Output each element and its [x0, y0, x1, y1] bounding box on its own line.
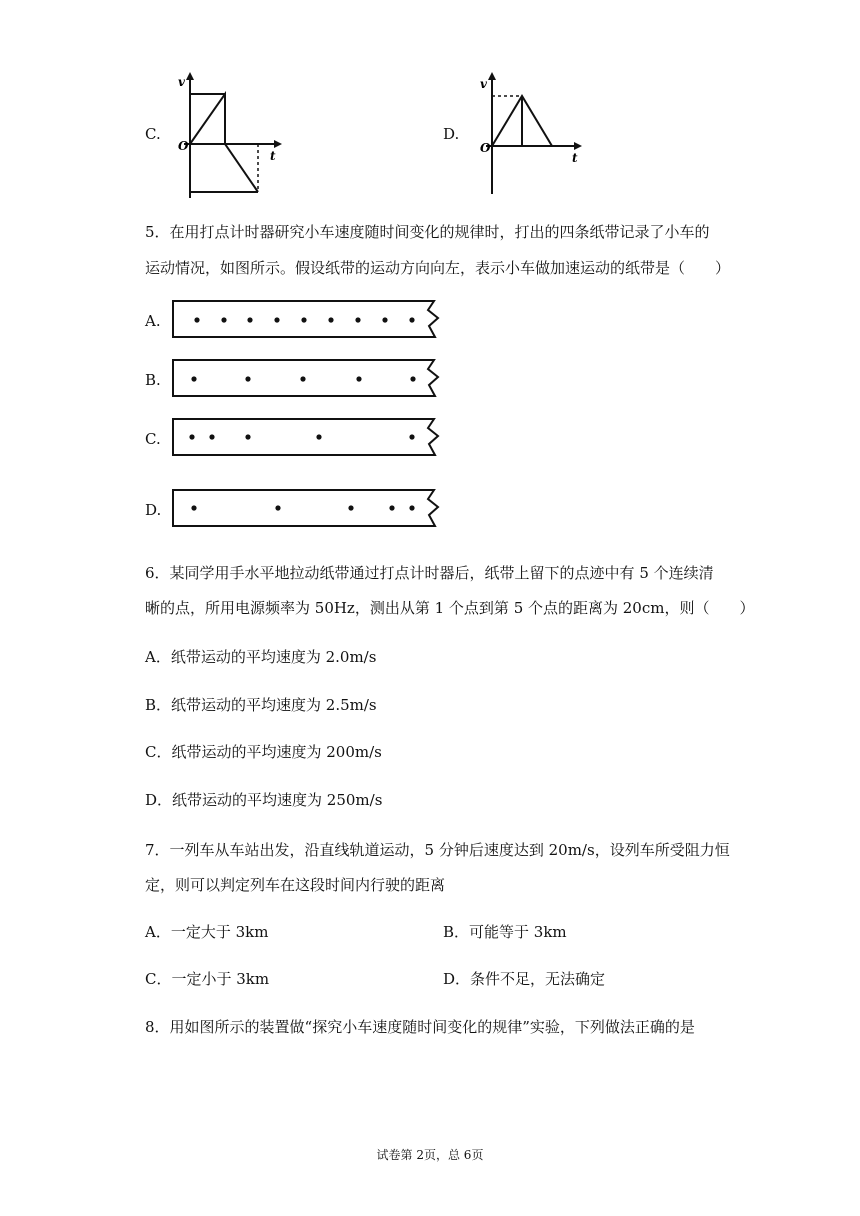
paper-tape-b — [172, 359, 442, 399]
paper-tape-c — [172, 418, 442, 458]
origin-label: O — [178, 139, 189, 153]
v-axis-label: v — [480, 77, 487, 91]
q7-option-b: B．可能等于 3km — [443, 923, 567, 941]
q6-option-c: C．纸带运动的平均速度为 200m/s — [145, 743, 382, 761]
q7-option-d: D．条件不足，无法确定 — [443, 970, 606, 988]
t-axis-label: t — [572, 151, 578, 165]
paper-tape-d — [172, 489, 442, 529]
figure-option-d-label: D. — [443, 125, 460, 143]
t-axis-label: t — [270, 149, 276, 163]
tape-b-label: B. — [145, 371, 161, 389]
figure-option-c-label: C. — [145, 125, 161, 143]
q5-line1: 5．在用打点计时器研究小车速度随时间变化的规律时，打出的四条纸带记录了小车的 — [145, 223, 710, 241]
vt-graph-d — [472, 70, 592, 200]
v-axis-label: v — [178, 75, 185, 89]
q6-option-a: A．纸带运动的平均速度为 2.0m/s — [145, 648, 377, 666]
q7-line1: 7．一列车从车站出发，沿直线轨道运动，5 分钟后速度达到 20m/s，设列车所受阻力恒 — [145, 841, 730, 859]
q7-option-c: C．一定小于 3km — [145, 970, 270, 988]
paper-tape-a — [172, 300, 442, 340]
q6-line2: 晰的点，所用电源频率为 50Hz，测出从第 1 个点到第 5 个点的距离为 20cm，则（ ） — [145, 599, 755, 617]
q6-option-d: D．纸带运动的平均速度为 250m/s — [145, 791, 383, 809]
tape-d-label: D. — [145, 501, 162, 519]
vt-graph-c — [170, 70, 290, 200]
q6-line1: 6．某同学用手水平地拉动纸带通过打点计时器后，纸带上留下的点迹中有 5 个连续清 — [145, 564, 714, 582]
q7-line2: 定，则可以判定列车在这段时间内行驶的距离 — [145, 876, 446, 894]
q5-line2: 运动情况，如图所示。假设纸带的运动方向向左，表示小车做加速运动的纸带是（ ） — [145, 259, 731, 277]
page-footer: 试卷第 2页，总 6页 — [376, 1148, 484, 1162]
q8-line1: 8．用如图所示的装置做“探究小车速度随时间变化的规律”实验，下列做法正确的是 — [145, 1018, 695, 1036]
q7-option-a: A．一定大于 3km — [145, 923, 269, 941]
origin-label: O — [480, 141, 491, 155]
q6-option-b: B．纸带运动的平均速度为 2.5m/s — [145, 696, 377, 714]
tape-a-label: A. — [145, 312, 161, 330]
tape-c-label: C. — [145, 430, 161, 448]
